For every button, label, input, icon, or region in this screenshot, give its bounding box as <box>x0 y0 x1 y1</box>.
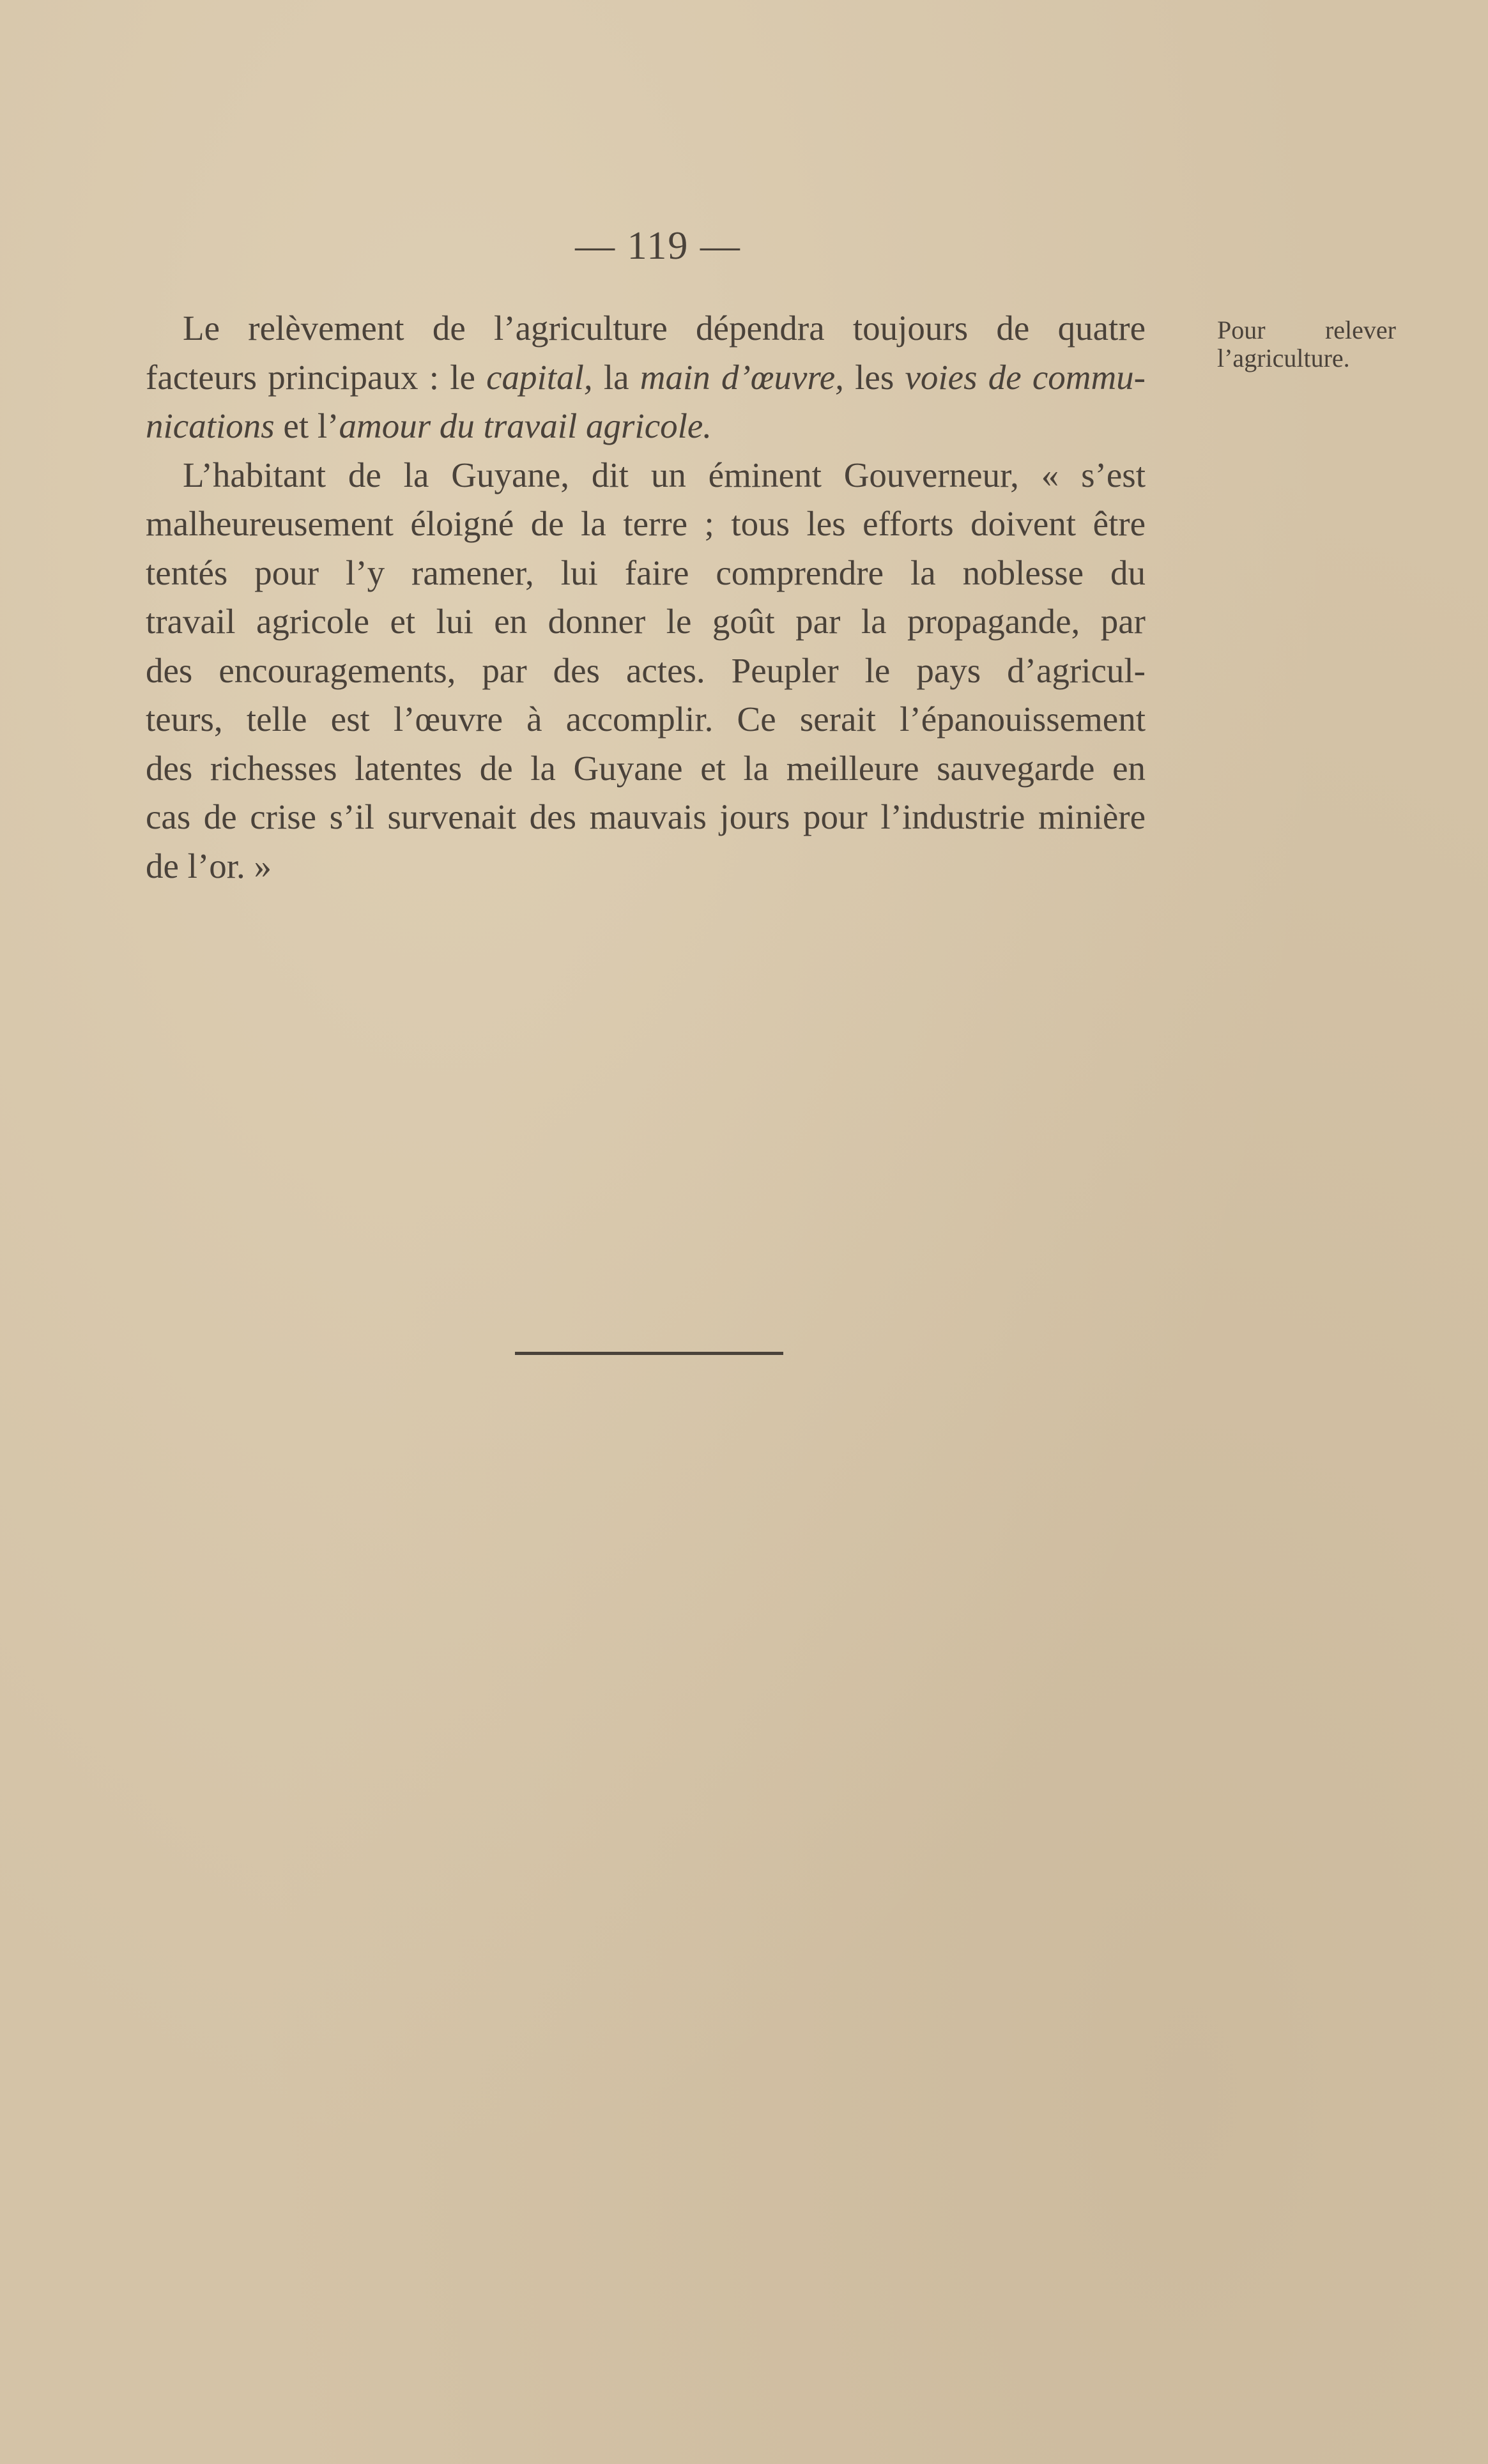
italic-term: main d’œuvre, <box>640 357 844 397</box>
text-line: travail agricole et lui en donner le goût par la propagande, par <box>146 602 1146 641</box>
text-segment: la <box>592 357 640 397</box>
text-line: des encouragements, par des actes. Peupler le pays d’agricul- <box>146 650 1146 690</box>
margin-note-line: l’agriculture. <box>1217 344 1350 372</box>
section-rule <box>515 1352 783 1355</box>
text-line: des richesses latentes de la Guyane et la meilleure sauvegarde en <box>146 748 1146 788</box>
text-line: de l’or. » <box>146 846 272 885</box>
paragraph-2 <box>146 451 1146 891</box>
text-line: malheureusement éloigné de la terre ; tous les efforts doivent être <box>146 504 1146 543</box>
text-line: teurs, telle est l’œuvre à accomplir. Ce serait l’épanouissement <box>146 700 1146 738</box>
text-line: cas de crise s’il survenait des mauvais jours pour l’industrie minière <box>146 797 1146 836</box>
italic-term: nications <box>146 406 275 445</box>
text-segment: Le relèvement de l’agriculture dépendra toujours de quatre <box>183 309 1146 348</box>
margin-note-line: Pour relever <box>1217 316 1396 344</box>
text-segment: et <box>274 406 318 445</box>
text-line <box>146 402 1146 451</box>
text-segment: les <box>843 357 905 397</box>
text-segment: facteurs principaux : le <box>146 357 487 397</box>
body-text <box>146 304 1146 891</box>
italic-term: capital, <box>486 357 593 397</box>
page-number: — 119 — <box>575 224 741 268</box>
italic-term: amour du travail agricole. <box>339 406 712 445</box>
text-line <box>146 304 1146 353</box>
text-segment: l’ <box>317 406 339 445</box>
margin-note <box>1217 316 1396 372</box>
italic-term: voies de commu- <box>905 357 1146 397</box>
paragraph-1 <box>146 304 1146 451</box>
text-line: L’habitant de la Guyane, dit un éminent Gouverneur, « s’est <box>183 455 1146 494</box>
text-line <box>146 353 1146 402</box>
text-line: tentés pour l’y ramener, lui faire comprendre la noblesse du <box>146 553 1146 592</box>
